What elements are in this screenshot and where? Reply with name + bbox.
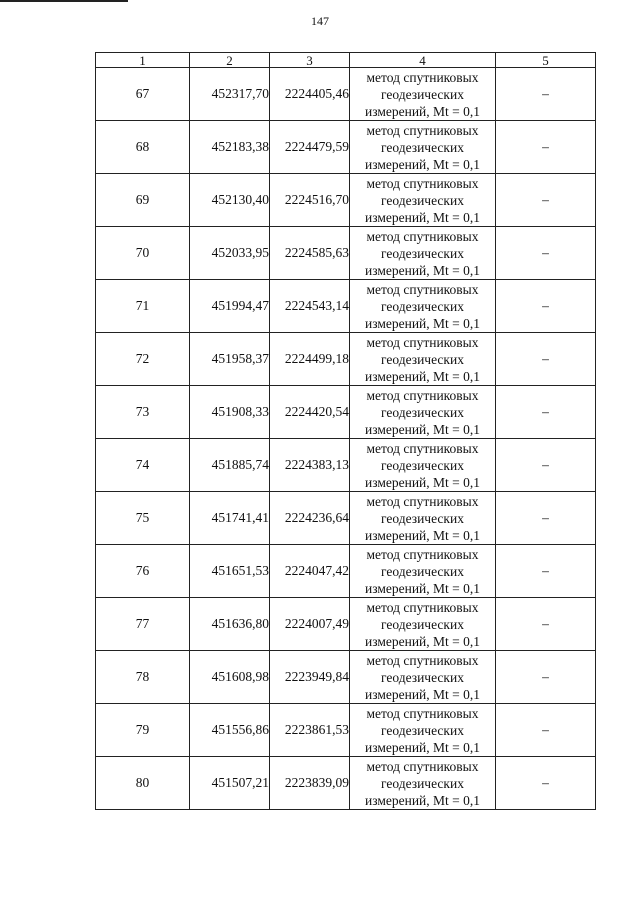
x-coordinate-cell: 452183,38 xyxy=(190,121,270,174)
point-number-cell: 75 xyxy=(96,492,190,545)
method-line: геодезических xyxy=(381,192,464,208)
column-header-note: 5 xyxy=(496,53,596,68)
point-number-cell: 78 xyxy=(96,651,190,704)
table-row xyxy=(96,704,596,757)
point-number-cell: 69 xyxy=(96,174,190,227)
method-line: метод спутниковых xyxy=(366,69,479,85)
note-cell: – xyxy=(496,174,596,227)
method-cell xyxy=(350,492,496,545)
method-cell xyxy=(350,68,496,121)
note-cell: – xyxy=(496,121,596,174)
note-cell: – xyxy=(496,68,596,121)
table-row xyxy=(96,492,596,545)
note-cell: – xyxy=(496,545,596,598)
column-header-method: 4 xyxy=(350,53,496,68)
method-cell xyxy=(350,651,496,704)
method-line: измерений, Mt = 0,1 xyxy=(364,315,481,331)
method-line: измерений, Mt = 0,1 xyxy=(364,580,481,596)
note-cell: – xyxy=(496,227,596,280)
point-number-cell: 79 xyxy=(96,704,190,757)
method-cell xyxy=(350,121,496,174)
method-line: метод спутниковых xyxy=(366,281,479,297)
y-coordinate-cell: 2224383,13 xyxy=(270,439,350,492)
method-line: геодезических xyxy=(381,775,464,791)
y-coordinate-cell: 2223949,84 xyxy=(270,651,350,704)
y-coordinate-cell: 2224585,63 xyxy=(270,227,350,280)
method-cell xyxy=(350,280,496,333)
method-line: метод спутниковых xyxy=(366,387,479,403)
table-row xyxy=(96,174,596,227)
point-number-cell: 70 xyxy=(96,227,190,280)
column-header-x: 2 xyxy=(190,53,270,68)
note-cell: – xyxy=(496,651,596,704)
y-coordinate-cell: 2223839,09 xyxy=(270,757,350,810)
note-cell: – xyxy=(496,439,596,492)
method-line: метод спутниковых xyxy=(366,652,479,668)
method-cell xyxy=(350,704,496,757)
x-coordinate-cell: 452130,40 xyxy=(190,174,270,227)
method-line: метод спутниковых xyxy=(366,228,479,244)
method-line: измерений, Mt = 0,1 xyxy=(364,792,481,808)
point-number-cell: 76 xyxy=(96,545,190,598)
table-row xyxy=(96,68,596,121)
column-header-y: 3 xyxy=(270,53,350,68)
point-number-cell: 72 xyxy=(96,333,190,386)
method-line: метод спутниковых xyxy=(366,175,479,191)
method-cell xyxy=(350,386,496,439)
method-cell xyxy=(350,598,496,651)
table-row xyxy=(96,651,596,704)
column-header-number: 1 xyxy=(96,53,190,68)
method-line: геодезических xyxy=(381,510,464,526)
method-line: геодезических xyxy=(381,669,464,685)
y-coordinate-cell: 2224499,18 xyxy=(270,333,350,386)
method-line: метод спутниковых xyxy=(366,440,479,456)
method-line: измерений, Mt = 0,1 xyxy=(364,421,481,437)
y-coordinate-cell: 2224516,70 xyxy=(270,174,350,227)
table-row xyxy=(96,386,596,439)
note-cell: – xyxy=(496,333,596,386)
x-coordinate-cell: 451636,80 xyxy=(190,598,270,651)
x-coordinate-cell: 451608,98 xyxy=(190,651,270,704)
x-coordinate-cell: 451507,21 xyxy=(190,757,270,810)
table-row xyxy=(96,598,596,651)
x-coordinate-cell: 451908,33 xyxy=(190,386,270,439)
method-line: геодезических xyxy=(381,86,464,102)
y-coordinate-cell: 2223861,53 xyxy=(270,704,350,757)
method-line: геодезических xyxy=(381,616,464,632)
method-line: геодезических xyxy=(381,139,464,155)
x-coordinate-cell: 452317,70 xyxy=(190,68,270,121)
method-line: геодезических xyxy=(381,722,464,738)
method-cell xyxy=(350,545,496,598)
top-rule xyxy=(0,0,128,2)
point-number-cell: 73 xyxy=(96,386,190,439)
point-number-cell: 71 xyxy=(96,280,190,333)
x-coordinate-cell: 451885,74 xyxy=(190,439,270,492)
method-line: измерений, Mt = 0,1 xyxy=(364,686,481,702)
method-line: метод спутниковых xyxy=(366,758,479,774)
method-cell xyxy=(350,333,496,386)
table-row xyxy=(96,333,596,386)
y-coordinate-cell: 2224479,59 xyxy=(270,121,350,174)
y-coordinate-cell: 2224047,42 xyxy=(270,545,350,598)
table-row xyxy=(96,439,596,492)
y-coordinate-cell: 2224405,46 xyxy=(270,68,350,121)
page-number: 147 xyxy=(311,14,329,28)
note-cell: – xyxy=(496,704,596,757)
note-cell: – xyxy=(496,757,596,810)
method-line: метод спутниковых xyxy=(366,599,479,615)
x-coordinate-cell: 451651,53 xyxy=(190,545,270,598)
method-line: измерений, Mt = 0,1 xyxy=(364,527,481,543)
method-line: измерений, Mt = 0,1 xyxy=(364,103,481,119)
method-line: геодезических xyxy=(381,563,464,579)
table-header-row xyxy=(96,53,596,68)
y-coordinate-cell: 2224007,49 xyxy=(270,598,350,651)
table-row xyxy=(96,280,596,333)
method-line: метод спутниковых xyxy=(366,546,479,562)
x-coordinate-cell: 451994,47 xyxy=(190,280,270,333)
method-line: геодезических xyxy=(381,404,464,420)
coordinates-table xyxy=(95,52,596,810)
method-line: метод спутниковых xyxy=(366,493,479,509)
method-line: геодезических xyxy=(381,298,464,314)
method-line: метод спутниковых xyxy=(366,122,479,138)
y-coordinate-cell: 2224543,14 xyxy=(270,280,350,333)
point-number-cell: 68 xyxy=(96,121,190,174)
method-cell xyxy=(350,757,496,810)
point-number-cell: 74 xyxy=(96,439,190,492)
table-row xyxy=(96,227,596,280)
method-cell xyxy=(350,439,496,492)
note-cell: – xyxy=(496,280,596,333)
method-line: геодезических xyxy=(381,457,464,473)
table-row xyxy=(96,121,596,174)
table-body xyxy=(96,68,596,810)
method-cell xyxy=(350,227,496,280)
x-coordinate-cell: 451741,41 xyxy=(190,492,270,545)
x-coordinate-cell: 451958,37 xyxy=(190,333,270,386)
method-line: геодезических xyxy=(381,245,464,261)
note-cell: – xyxy=(496,598,596,651)
method-line: измерений, Mt = 0,1 xyxy=(364,262,481,278)
method-cell xyxy=(350,174,496,227)
method-line: метод спутниковых xyxy=(366,705,479,721)
method-line: измерений, Mt = 0,1 xyxy=(364,368,481,384)
point-number-cell: 80 xyxy=(96,757,190,810)
note-cell: – xyxy=(496,492,596,545)
method-line: метод спутниковых xyxy=(366,334,479,350)
x-coordinate-cell: 451556,86 xyxy=(190,704,270,757)
method-line: геодезических xyxy=(381,351,464,367)
method-line: измерений, Mt = 0,1 xyxy=(364,633,481,649)
point-number-cell: 67 xyxy=(96,68,190,121)
method-line: измерений, Mt = 0,1 xyxy=(364,156,481,172)
note-cell: – xyxy=(496,386,596,439)
y-coordinate-cell: 2224420,54 xyxy=(270,386,350,439)
method-line: измерений, Mt = 0,1 xyxy=(364,739,481,755)
method-line: измерений, Mt = 0,1 xyxy=(364,209,481,225)
y-coordinate-cell: 2224236,64 xyxy=(270,492,350,545)
table-row xyxy=(96,545,596,598)
table-row xyxy=(96,757,596,810)
method-line: измерений, Mt = 0,1 xyxy=(364,474,481,490)
x-coordinate-cell: 452033,95 xyxy=(190,227,270,280)
point-number-cell: 77 xyxy=(96,598,190,651)
